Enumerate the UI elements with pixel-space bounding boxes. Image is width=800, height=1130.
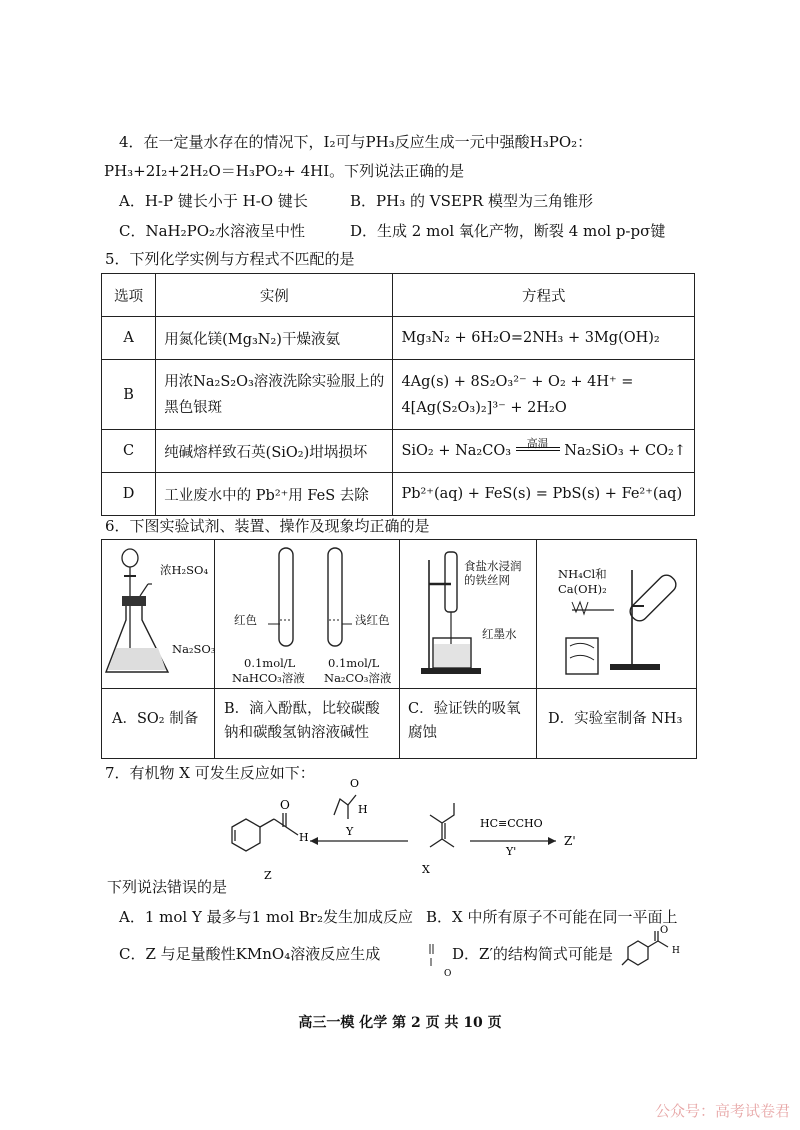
reaction-condition bbox=[516, 437, 560, 455]
label-saltwater-2: 的铁丝网 bbox=[464, 573, 510, 587]
z-oxygen-label: O bbox=[280, 798, 290, 812]
q7-option-c: C．Z 与足量酸性KMnO₄溶液反应生成 bbox=[119, 945, 381, 963]
q4-option-d: D．生成 2 mol 氧化产物，断裂 4 mol p-pσ键 bbox=[350, 222, 666, 240]
table-row bbox=[102, 360, 695, 430]
q7-option-b: B．X 中所有原子不可能在同一平面上 bbox=[426, 908, 678, 926]
zp-label: Z' bbox=[564, 834, 576, 848]
y-hydrogen-label: H bbox=[358, 803, 368, 816]
x-label: X bbox=[422, 863, 430, 876]
label-na2so3: Na₂SO₃ bbox=[172, 642, 216, 656]
y-oxygen-label: O bbox=[350, 777, 360, 790]
table-row bbox=[102, 317, 695, 360]
row-equation-line1: 4Ag(s) + 8S₂O₃²⁻ + O₂ + 4H⁺ = bbox=[401, 373, 634, 390]
condition-text: 高温 bbox=[526, 437, 549, 450]
row-equation bbox=[393, 430, 695, 473]
row-example: 纯碱熔样致石英(SiO₂)坩埚损坏 bbox=[156, 430, 393, 473]
label-nh4cl: NH₄Cl和 bbox=[558, 567, 607, 581]
q4-option-b: B．PH₃ 的 VSEPR 模型为三角锥形 bbox=[350, 192, 593, 210]
row-equation-line2: 4[Ag(S₂O₃)₂]³⁻ + 2H₂O bbox=[401, 399, 567, 416]
header-equation: 方程式 bbox=[393, 274, 695, 317]
q5-stem: 5．下列化学实例与方程式不匹配的是 bbox=[105, 250, 355, 268]
row-example: 工业废水中的 Pb²⁺用 FeS 去除 bbox=[156, 473, 393, 516]
q4-option-a: A．H-P 键长小于 H-O 键长 bbox=[119, 192, 308, 210]
label-conc-1: 0.1mol/L bbox=[244, 656, 296, 670]
label-conc-2: 0.1mol/L bbox=[328, 656, 380, 670]
q7-option-d: D．Z′的结构简式可能是 bbox=[452, 945, 613, 963]
q7-option-a: A．1 mol Y 最多与1 mol Br₂发生加成反应 bbox=[119, 908, 413, 926]
header-option: 选项 bbox=[102, 274, 156, 317]
label-na2co3: Na₂CO₃溶液 bbox=[324, 671, 392, 685]
row-option: B bbox=[102, 360, 156, 430]
option-c-oxygen-label: O bbox=[444, 969, 452, 978]
label-caoh2: Ca(OH)₂ bbox=[558, 582, 607, 596]
q4-stem-line1: 4．在一定量水存在的情况下，I₂可与PH₃反应生成一元中强酸H₃PO₂： bbox=[119, 133, 593, 151]
q7-stem: 7．有机物 X 可发生反应如下： bbox=[105, 764, 315, 782]
label-red-ink: 红墨水 bbox=[482, 627, 517, 641]
table-header-row bbox=[102, 274, 695, 317]
q5-table bbox=[101, 273, 695, 516]
row-option: D bbox=[102, 473, 156, 516]
z-hydrogen-label: H bbox=[299, 831, 309, 844]
row-example: 用浓Na₂S₂O₃溶液洗除实验服上的黑色银斑 bbox=[156, 360, 393, 430]
equation-left: SiO₂ + Na₂CO₃ bbox=[401, 443, 512, 459]
equation-right: Na₂SiO₃ + CO₂↑ bbox=[564, 443, 686, 459]
caption-a: A．SO₂ 制备 bbox=[112, 711, 199, 727]
label-red: 红色 bbox=[234, 613, 257, 627]
option-d-hydrogen-label: H bbox=[672, 946, 680, 956]
page-footer: 高三一模 化学 第 2 页 共 10 页 bbox=[298, 1015, 502, 1031]
row-equation: Pb²⁺(aq) + FeS(s) = PbS(s) + Fe²⁺(aq) bbox=[393, 473, 695, 516]
label-nahco3: NaHCO₃溶液 bbox=[232, 671, 305, 685]
row-equation bbox=[393, 360, 695, 430]
q7-reaction-scheme-icon bbox=[200, 775, 620, 885]
watermark: 公众号：高考试卷君 bbox=[654, 1102, 790, 1120]
caption-b-line1: B．滴入酚酞，比较碳酸 bbox=[224, 701, 380, 717]
option-c-structure-icon bbox=[418, 930, 454, 978]
table-row bbox=[102, 430, 695, 473]
label-conc-h2so4: 浓H₂SO₄ bbox=[160, 563, 209, 577]
yp-label: Y' bbox=[506, 845, 517, 858]
y-label: Y bbox=[346, 825, 354, 838]
caption-d: D．实验室制备 NH₃ bbox=[548, 711, 683, 727]
row-equation: Mg₃N₂ + 6H₂O=2NH₃ + 3Mg(OH)₂ bbox=[393, 317, 695, 360]
label-light-red: 浅红色 bbox=[355, 613, 390, 627]
q6-figure-box bbox=[101, 539, 697, 759]
caption-b-line2: 钠和碳酸氢钠溶液碱性 bbox=[224, 725, 369, 741]
header-example: 实例 bbox=[156, 274, 393, 317]
option-d-oxygen-label: O bbox=[660, 925, 669, 936]
row-option: C bbox=[102, 430, 156, 473]
table-row bbox=[102, 473, 695, 516]
reagent-label: HC≡CCHO bbox=[480, 817, 543, 830]
divider bbox=[102, 688, 696, 689]
label-saltwater-1: 食盐水浸润 bbox=[464, 559, 522, 573]
q4-option-c: C．NaH₂PO₂水溶液呈中性 bbox=[119, 222, 306, 240]
row-example: 用氮化镁(Mg₃N₂)干燥液氨 bbox=[156, 317, 393, 360]
caption-c-line2: 腐蚀 bbox=[408, 725, 437, 741]
caption-c-line1: C．验证铁的吸氧 bbox=[408, 701, 521, 717]
row-option: A bbox=[102, 317, 156, 360]
q7-sub-stem: 下列说法错误的是 bbox=[107, 878, 228, 896]
apparatus-d-ammonia-icon bbox=[536, 540, 696, 688]
q4-stem-line2: PH₃+2I₂+2H₂O＝H₃PO₂+ 4HI。下列说法正确的是 bbox=[104, 162, 465, 180]
z-label: Z bbox=[264, 869, 272, 882]
q6-stem: 6．下图实验试剂、装置、操作及现象均正确的是 bbox=[105, 517, 430, 535]
option-d-structure-icon bbox=[620, 925, 690, 975]
